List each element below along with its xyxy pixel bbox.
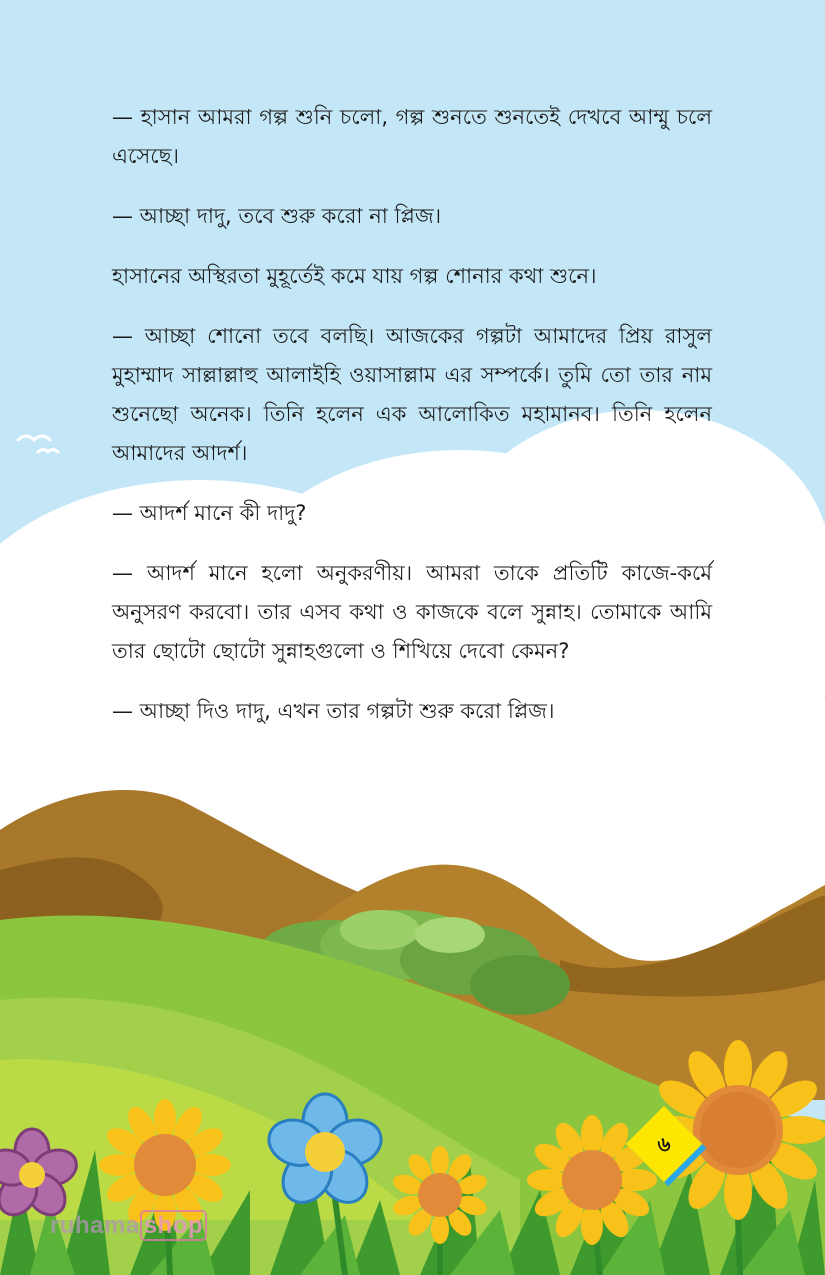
watermark-boxed: shop bbox=[140, 1210, 207, 1241]
story-text bbox=[112, 98, 712, 752]
paragraph-3: হাসানের অস্থিরতা মুহূর্তেই কমে যায় গল্প শোনার কথা শুনে। bbox=[112, 264, 597, 288]
paragraph-1: — হাসান আমরা গল্প শুনি চলো, গল্প শুনতে শুনতেই দেখবে আম্মু চলে এসেছে। bbox=[112, 105, 712, 168]
paragraph-4: — আচ্ছা শোনো তবে বলছি। আজকের গল্পটা আমাদের প্রিয় রাসুল মুহাম্মাদ সাল্লাল্লাহু আলাইহি ওয়াসাল্লাম এর সম্পর্কে। তুমি তো তার নাম শুনেছো অনেক। তিনি হলেন এক আলোকিত মহামানব। তিনি হলেন আমাদের আদর্শ। bbox=[112, 324, 712, 465]
paragraph-6: — আদর্শ মানে হলো অনুকরণীয়। আমরা তাকে প্রতিটি কাজে-কর্মে অনুসরণ করবো। তার এসব কথা ও কাজকে বলে সুন্নাহ। তোমাকে আমি তার ছোটো ছোটো সুন্নাহগুলো ও শিখিয়ে দেবো কেমন? bbox=[112, 561, 712, 663]
paragraph-5: — আদর্শ মানে কী দাদু? bbox=[112, 501, 307, 525]
watermark-prefix: ruhama bbox=[50, 1212, 140, 1239]
paragraph-2: — আচ্ছা দাদু, তবে শুরু করো না প্লিজ। bbox=[112, 204, 442, 228]
paragraph-7: — আচ্ছা দিও দাদু, এখন তার গল্পটা শুরু করো প্লিজ। bbox=[112, 699, 555, 723]
watermark bbox=[50, 1212, 207, 1240]
page-number: ৬ bbox=[657, 1132, 671, 1156]
